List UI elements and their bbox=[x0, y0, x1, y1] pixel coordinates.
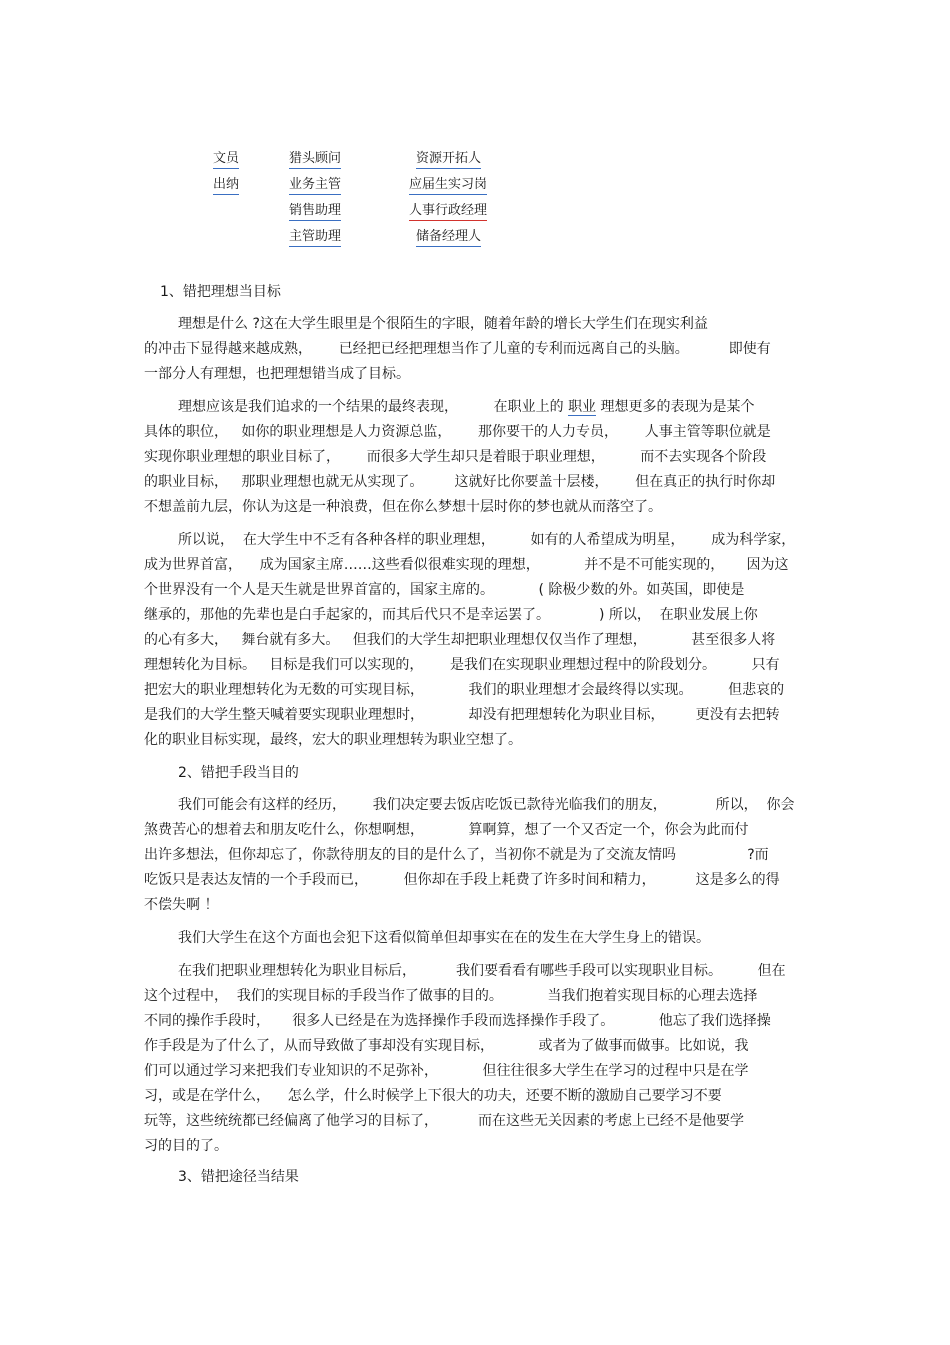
paragraph bbox=[144, 926, 808, 951]
paragraph bbox=[144, 528, 808, 753]
text-line: 个世界没有一个人是天生就是世界首富的，国家主席的。 ( 除极少数的外。如英国，即使是 bbox=[144, 582, 745, 598]
section-heading: 1、错把理想当目标 bbox=[160, 284, 281, 300]
text-line: 理想是什么 ?这在大学生眼里是个很陌生的字眼，随着年龄的增长大学生们在现实利益 bbox=[178, 316, 708, 332]
link-item[interactable]: 资源开拓人 bbox=[416, 151, 481, 169]
text-line: 不同的操作手段时， 很多人已经是在为选择操作手段而选择操作手段了。 他忘了我们选择操 bbox=[144, 1013, 771, 1029]
text-line: 吃饭只是表达友情的一个手段而已， 但你却在手段上耗费了许多时间和精力， 这是多么的得 bbox=[144, 872, 780, 888]
text-line: 不偿失啊 ！ bbox=[144, 897, 219, 913]
link-item[interactable]: 猎头顾问 bbox=[289, 151, 341, 169]
paragraph bbox=[144, 395, 808, 520]
text-line: 玩等，这些统统都已经偏离了他学习的目标了， 而在这些无关因素的考虑上已经不是他要学 bbox=[144, 1113, 745, 1129]
text-line: 我们大学生在这个方面也会犯下这看似简单但却事实在在的发生在大学生身上的错误。 bbox=[178, 930, 710, 946]
text-segment: 理想更多的表现为是某个 bbox=[596, 399, 755, 415]
text-line: 具体的职位， 如你的职业理想是人力资源总监， 那你要干的人力专员， 人事主管等职位就是 bbox=[144, 424, 771, 440]
text-line: 化的职业目标实现，最终，宏大的职业理想转为职业空想了。 bbox=[144, 732, 522, 748]
text-line: 一部分人有理想，也把理想错当成了目标。 bbox=[144, 366, 410, 382]
text-line: 在我们把职业理想转化为职业目标后， 我们要看看有哪些手段可以实现职业目标。 但在 bbox=[178, 963, 786, 979]
text-line: 作手段是为了什么了，从而导致做了事却没有实现目标， 或者为了做事而做事。比如说，我 bbox=[144, 1038, 749, 1054]
keyword-link[interactable]: 职业 bbox=[568, 399, 597, 415]
link-item[interactable]: 出纳 bbox=[213, 177, 239, 195]
section-heading: 2、错把手段当目的 bbox=[178, 765, 299, 781]
text-line: 的冲击下显得越来越成熟， 已经把已经把理想当作了儿童的专利而远离自己的头脑。 即使有 bbox=[144, 341, 771, 357]
text-line: 实现你职业理想的职业目标了， 而很多大学生却只是着眼于职业理想， 而不去实现各个阶段 bbox=[144, 449, 767, 465]
text-line: 继承的，那他的先辈也是白手起家的，而其后代只不是幸运罢了。 ) 所以， 在职业发展上你 bbox=[144, 607, 758, 623]
paragraph bbox=[144, 959, 808, 1159]
link-item[interactable]: 应届生实习岗 bbox=[409, 177, 487, 195]
text-line: 习，或是在学什么， 怎么学，什么时候学上下很大的功夫，还要不断的激励自己要学习不要 bbox=[144, 1088, 722, 1104]
text-line: 所以说， 在大学生中不乏有各种各样的职业理想， 如有的人希望成为明星， 成为科学家， bbox=[178, 532, 796, 548]
section-heading: 3、错把途径当结果 bbox=[178, 1169, 299, 1185]
paragraph bbox=[144, 312, 808, 387]
link-item[interactable]: 业务主管 bbox=[289, 177, 341, 195]
text-line bbox=[144, 395, 808, 420]
text-line: 这个过程中， 我们的实现目标的手段当作了做事的目的。 当我们抱着实现目标的心理去选择 bbox=[144, 988, 758, 1004]
text-line: 是我们的大学生整天喊着要实现职业理想时， 却没有把理想转化为职业目标， 更没有去把转 bbox=[144, 707, 780, 723]
text-line: 成为世界首富， 成为国家主席……这些看似很难实现的理想， 并不是不可能实现的， 因为这 bbox=[144, 557, 789, 573]
paragraph bbox=[144, 793, 808, 918]
link-item[interactable]: 储备经理人 bbox=[416, 229, 481, 247]
text-line: 习的目的了。 bbox=[144, 1138, 228, 1154]
link-item[interactable]: 人事行政经理 bbox=[409, 203, 487, 221]
link-item[interactable]: 销售助理 bbox=[289, 203, 341, 221]
text-line: 把宏大的职业理想转化为无数的可实现目标， 我们的职业理想才会最终得以实现。 但悲哀的 bbox=[144, 682, 785, 698]
link-item[interactable]: 文员 bbox=[213, 151, 239, 169]
text-line: 我们可能会有这样的经历， 我们决定要去饭店吃饭已款待光临我们的朋友， 所以， 你会 bbox=[178, 797, 795, 813]
text-line: 不想盖前九层，你认为这是一种浪费，但在你么梦想十层时你的梦也就从而落空了。 bbox=[144, 499, 662, 515]
text-segment: 理想应该是我们追求的一个结果的最终表现， 在职业上的 bbox=[178, 399, 569, 415]
text-line: 煞费苦心的想着去和朋友吃什么，你想啊想， 算啊算，想了一个又否定一个，你会为此而付 bbox=[144, 822, 749, 838]
link-item[interactable]: 主管助理 bbox=[289, 229, 341, 247]
text-line: 们可以通过学习来把我们专业知识的不足弥补， 但往往很多大学生在学习的过程中只是在学 bbox=[144, 1063, 749, 1079]
text-line: 的职业目标， 那职业理想也就无从实现了。 这就好比你要盖十层楼， 但在真正的执行时你却 bbox=[144, 474, 776, 490]
text-line: 理想转化为目标。 目标是我们可以实现的， 是我们在实现职业理想过程中的阶段划分。 只有 bbox=[144, 657, 780, 673]
text-line: 出许多想法，但你却忘了，你款待朋友的目的是什么了，当初你不就是为了交流友情吗 ?而 bbox=[144, 847, 769, 863]
text-line: 的心有多大， 舞台就有多大。 但我们的大学生却把职业理想仅仅当作了理想， 甚至很多人将 bbox=[144, 632, 776, 648]
